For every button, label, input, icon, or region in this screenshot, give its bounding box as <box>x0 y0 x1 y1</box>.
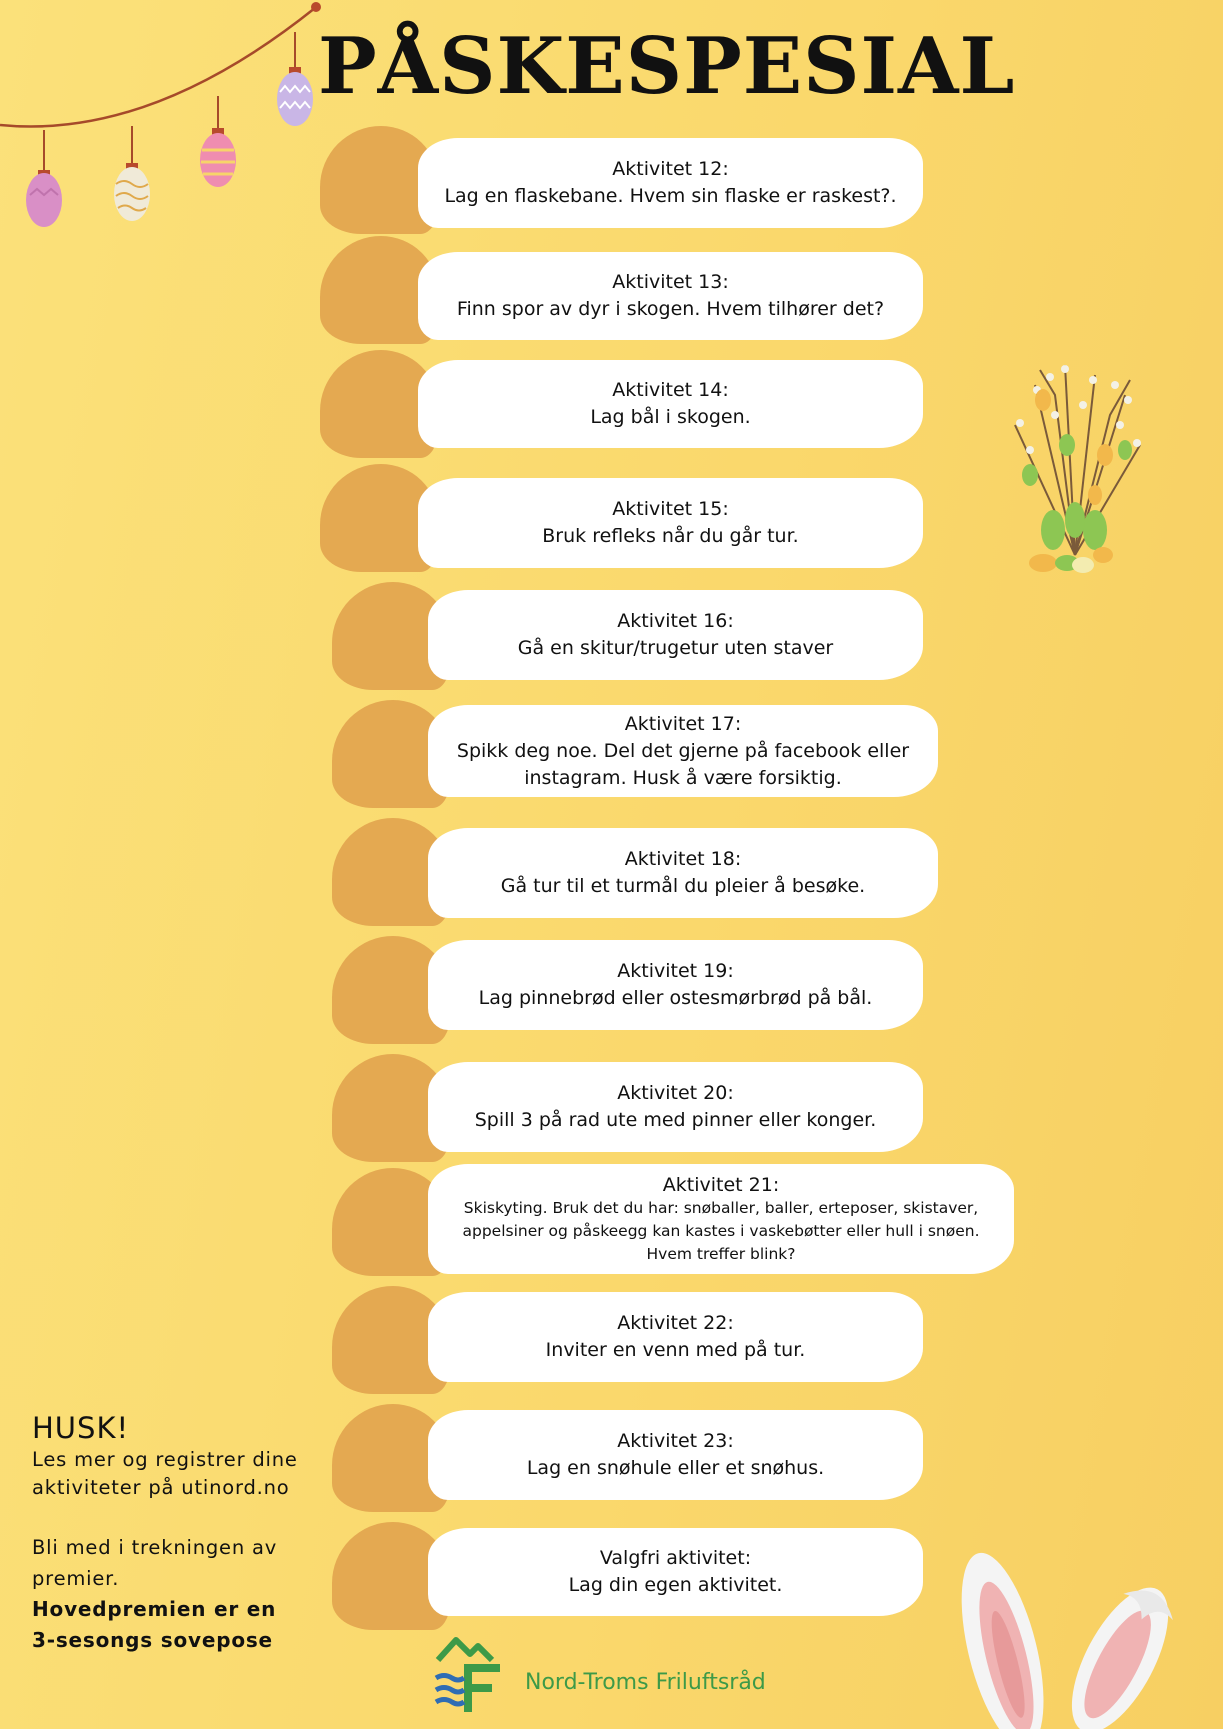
husk-draw-line: premier. <box>32 1567 120 1590</box>
activity-card: Aktivitet 21: Skiskyting. Bruk det du har: snøballer, baller, erteposer, skistaver, appelsiner og påskeegg kan kastes i vaskebøtter eller hull i snøen. Hvem treffer blink? <box>428 1164 1014 1274</box>
husk-prize-line: Hovedpremien er en <box>32 1597 277 1621</box>
husk-info-line: Les mer og registrer dine <box>32 1448 298 1471</box>
husk-info-line: aktiviteter på utinord.no <box>32 1476 290 1499</box>
activity-card: Aktivitet 23: Lag en snøhule eller et snøhus. <box>428 1410 923 1500</box>
activity-card: Aktivitet 14: Lag bål i skogen. <box>418 360 923 448</box>
bunny-ears-icon <box>960 1540 1185 1729</box>
page-title: PÅSKESPESIAL <box>318 21 1016 112</box>
easter-branches-bouquet-icon <box>995 355 1155 575</box>
husk-heading: HUSK! <box>32 1411 130 1445</box>
husk-draw-line: Bli med i trekningen av <box>32 1536 278 1559</box>
activity-card: Aktivitet 13: Finn spor av dyr i skogen. Hvem tilhører det? <box>418 252 923 340</box>
activity-card: Aktivitet 12: Lag en flaskebane. Hvem sin flaske er raskest?. <box>418 138 923 228</box>
friluftsrad-logo-icon <box>434 1632 512 1716</box>
activity-card: Aktivitet 18: Gå tur til et turmål du pleier å besøke. <box>428 828 938 918</box>
activity-card: Valgfri aktivitet: Lag din egen aktivitet. <box>428 1528 923 1616</box>
activity-card: Aktivitet 19: Lag pinnebrød eller ostesmørbrød på bål. <box>428 940 923 1030</box>
hanging-easter-eggs-garland-icon <box>0 0 330 240</box>
activity-card: Aktivitet 15: Bruk refleks når du går tur. <box>418 478 923 568</box>
activity-card: Aktivitet 16: Gå en skitur/trugetur uten staver <box>428 590 923 680</box>
husk-prize-line: 3-sesongs sovepose <box>32 1628 273 1652</box>
activity-card: Aktivitet 17: Spikk deg noe. Del det gjerne på facebook eller instagram. Husk å være forsiktig. <box>428 705 938 797</box>
activity-card: Aktivitet 22: Inviter en venn med på tur. <box>428 1292 923 1382</box>
husk-section <box>32 1410 322 1656</box>
organization-name: Nord-Troms Friluftsråd <box>525 1670 766 1695</box>
activity-card: Aktivitet 20: Spill 3 på rad ute med pinner eller konger. <box>428 1062 923 1152</box>
